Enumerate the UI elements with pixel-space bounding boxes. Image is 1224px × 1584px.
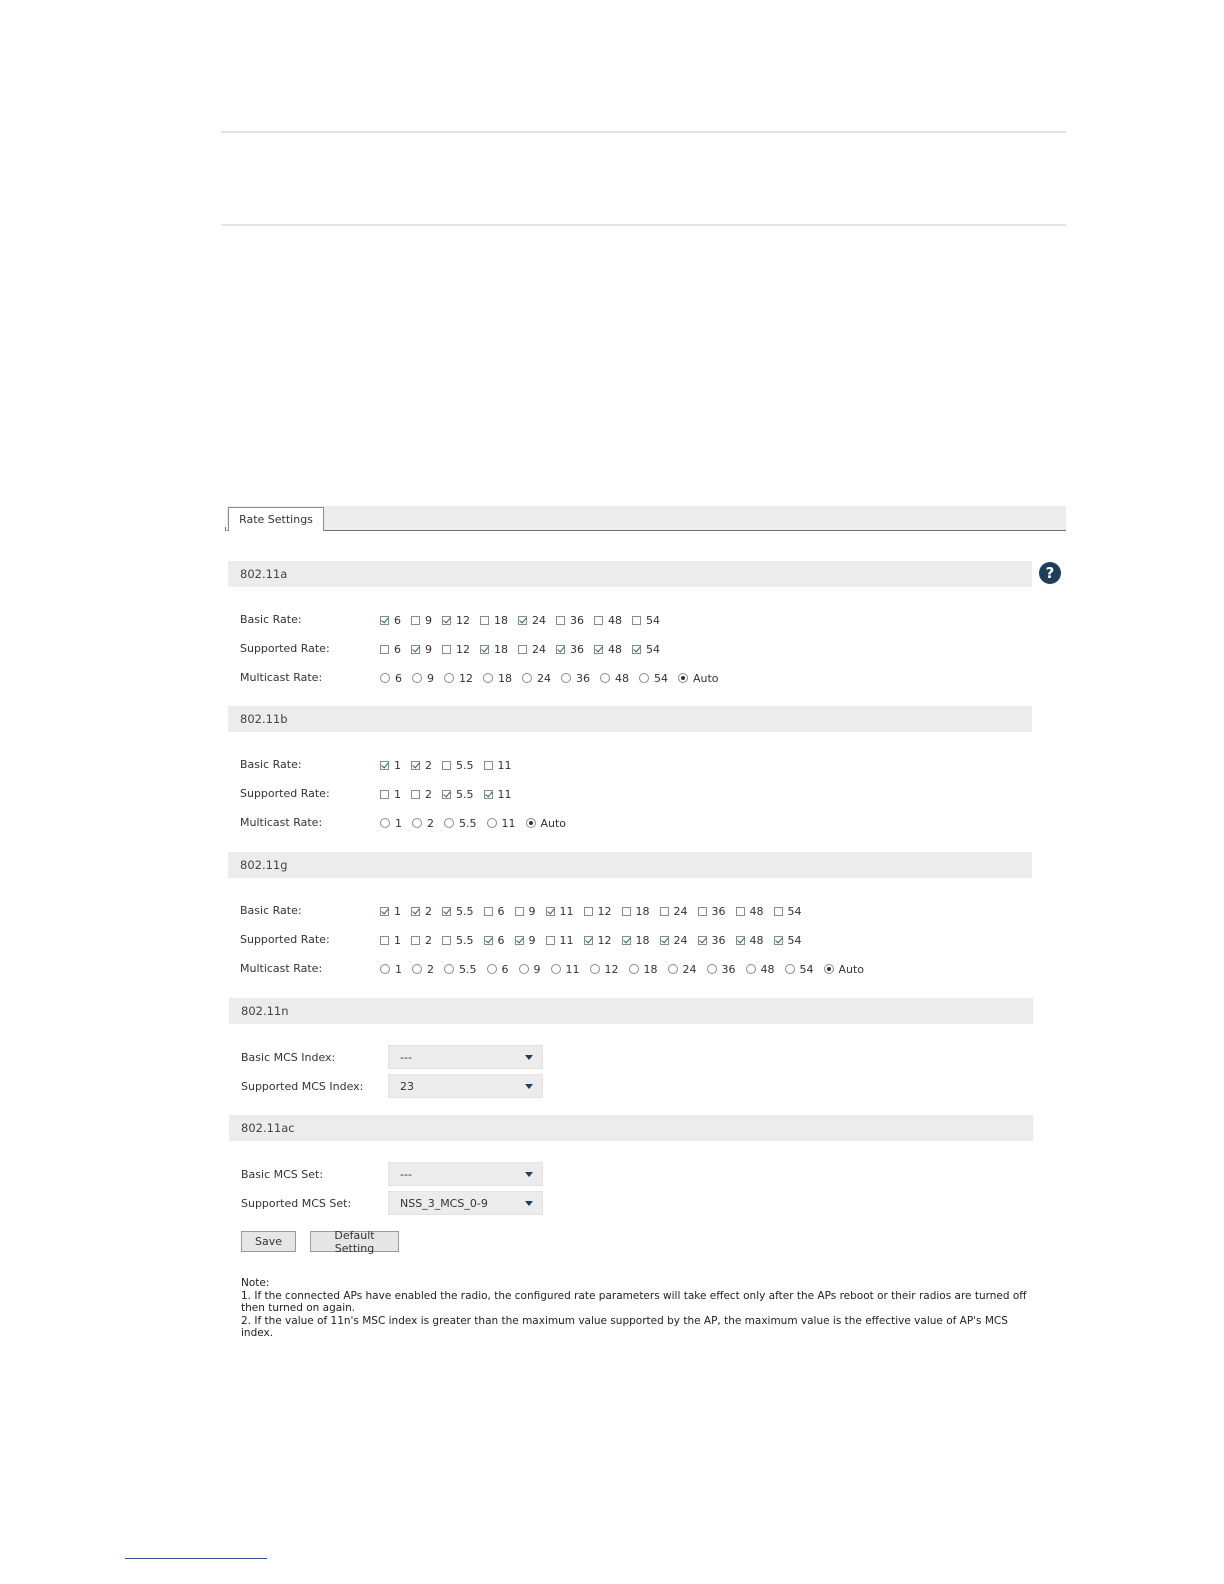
- note-line-2: 2. If the value of 11n's MSC index is greater than the maximum value supported by the AP, the maximum value is the effective value of AP's MCS index.: [241, 1314, 1012, 1339]
- top-divider: [221, 131, 1066, 133]
- footer-link-underline: [125, 1558, 267, 1559]
- checkbox[interactable]: [546, 936, 555, 945]
- checkbox-option-24[interactable]: [660, 934, 688, 947]
- dropdown-arrow-icon: [525, 1172, 533, 1177]
- option-label: 36: [721, 962, 736, 976]
- rate-options: [380, 815, 576, 831]
- checkbox-option-18[interactable]: [480, 643, 508, 656]
- section-header-80211g: [228, 852, 1032, 878]
- option-label: 1: [394, 904, 401, 918]
- option-label: 18: [494, 642, 508, 656]
- radio-option-18[interactable]: [483, 672, 512, 685]
- checkbox-option-24[interactable]: [518, 643, 546, 656]
- option-label: 1: [394, 758, 401, 772]
- option-label: 9: [425, 642, 432, 656]
- radio-button[interactable]: [600, 673, 610, 683]
- radio-button[interactable]: [522, 673, 532, 683]
- option-label: 12: [597, 933, 612, 947]
- checkbox-option-24[interactable]: [660, 905, 688, 918]
- radio-button[interactable]: [526, 818, 536, 828]
- checkbox-option-48[interactable]: [736, 905, 764, 918]
- supported-mcs-index-select[interactable]: [388, 1074, 543, 1098]
- checkbox-option-54[interactable]: [774, 934, 802, 947]
- help-icon[interactable]: ?: [1039, 562, 1061, 584]
- option-label: 9: [425, 613, 432, 627]
- note-line-1: 1. If the connected APs have enabled the radio, the configured rate parameters will take effect only after the APs reboot or their radios are turned off then turned on again.: [241, 1289, 1030, 1314]
- radio-option-auto[interactable]: [526, 817, 567, 830]
- option-label: 48: [608, 642, 622, 656]
- field-label: Multicast Rate:: [240, 816, 323, 829]
- field-label: Supported Rate:: [240, 787, 330, 800]
- dropdown-arrow-icon: [525, 1055, 533, 1060]
- checkbox[interactable]: [411, 645, 420, 654]
- checkbox-option-9[interactable]: [515, 934, 536, 947]
- radio-option-12[interactable]: [444, 672, 473, 685]
- radio-option-1[interactable]: [380, 817, 402, 830]
- checkbox[interactable]: [411, 761, 420, 770]
- checkbox[interactable]: [698, 936, 707, 945]
- radio-button[interactable]: [551, 964, 561, 974]
- option-label: 18: [643, 962, 658, 976]
- option-label: 5.5: [459, 962, 477, 976]
- save-button[interactable]: Save: [241, 1231, 296, 1252]
- radio-button[interactable]: [412, 673, 422, 683]
- checkbox[interactable]: [518, 645, 527, 654]
- radio-button[interactable]: [590, 964, 600, 974]
- checkbox[interactable]: [484, 761, 493, 770]
- radio-option-5-5[interactable]: [444, 817, 477, 830]
- checkbox[interactable]: [736, 907, 745, 916]
- radio-option-11[interactable]: [487, 817, 516, 830]
- option-label: 5.5: [456, 904, 474, 918]
- checkbox-option-2[interactable]: [411, 905, 432, 918]
- option-label: 18: [635, 933, 650, 947]
- option-label: 54: [787, 904, 802, 918]
- field-label: Basic Rate:: [240, 904, 302, 917]
- radio-button[interactable]: [824, 964, 834, 974]
- option-label: 11: [497, 758, 512, 772]
- section-header-80211n: [229, 998, 1033, 1024]
- checkbox-option-5-5[interactable]: [442, 934, 474, 947]
- checkbox[interactable]: [442, 616, 451, 625]
- checkbox[interactable]: [380, 907, 389, 916]
- default-setting-button[interactable]: Default Setting: [310, 1231, 399, 1252]
- section-title: 802.11a: [240, 567, 288, 581]
- option-label: 54: [787, 933, 802, 947]
- option-label: 1: [394, 787, 401, 801]
- radio-button[interactable]: [629, 964, 639, 974]
- checkbox[interactable]: [622, 907, 631, 916]
- option-label: 24: [673, 904, 688, 918]
- option-label: 9: [533, 962, 541, 976]
- radio-button[interactable]: [380, 818, 390, 828]
- rate-options: [380, 670, 729, 686]
- radio-option-24[interactable]: [522, 672, 551, 685]
- option-label: 48: [608, 613, 622, 627]
- checkbox[interactable]: [380, 616, 389, 625]
- checkbox-option-54[interactable]: [632, 643, 660, 656]
- field-label: Multicast Rate:: [240, 671, 323, 684]
- radio-option-54[interactable]: [639, 672, 668, 685]
- rate-options: [380, 932, 812, 948]
- radio-option-48[interactable]: [600, 672, 629, 685]
- radio-option-24[interactable]: [668, 963, 697, 976]
- checkbox[interactable]: [632, 645, 641, 654]
- radio-button[interactable]: [746, 964, 756, 974]
- option-label: 2: [427, 962, 434, 976]
- checkbox[interactable]: [594, 616, 603, 625]
- supported-mcs-set-select[interactable]: [388, 1191, 543, 1215]
- radio-button[interactable]: [444, 673, 454, 683]
- option-label: 18: [494, 613, 508, 627]
- option-label: 48: [760, 962, 775, 976]
- rate-options: [380, 757, 522, 773]
- section-header-80211ac: [229, 1115, 1033, 1141]
- checkbox-option-9[interactable]: [411, 643, 432, 656]
- select-value: ---: [400, 1167, 412, 1181]
- checkbox-option-6[interactable]: [380, 643, 401, 656]
- checkbox-option-48[interactable]: [594, 643, 622, 656]
- select-value: NSS_3_MCS_0-9: [400, 1196, 488, 1210]
- radio-option-36[interactable]: [561, 672, 590, 685]
- checkbox-option-2[interactable]: [411, 934, 432, 947]
- option-label: 5.5: [456, 758, 474, 772]
- radio-option-6[interactable]: [380, 672, 402, 685]
- checkbox-option-12[interactable]: [442, 614, 470, 627]
- checkbox-option-9[interactable]: [515, 905, 536, 918]
- field-label: Basic MCS Index:: [241, 1051, 336, 1064]
- checkbox[interactable]: [480, 645, 489, 654]
- checkbox-option-36[interactable]: [698, 934, 726, 947]
- rate-options: [380, 903, 812, 919]
- option-label: 12: [459, 671, 473, 685]
- option-label: Auto: [540, 816, 567, 830]
- checkbox[interactable]: [380, 790, 389, 799]
- option-label: 36: [576, 671, 590, 685]
- field-label: Supported Rate:: [240, 933, 330, 946]
- checkbox-option-18[interactable]: [622, 905, 650, 918]
- option-label: Auto: [838, 962, 865, 976]
- radio-option-9[interactable]: [412, 672, 434, 685]
- radio-button[interactable]: [444, 964, 454, 974]
- radio-option-36[interactable]: [707, 963, 736, 976]
- dropdown-arrow-icon: [525, 1201, 533, 1206]
- radio-option-5-5[interactable]: [444, 963, 477, 976]
- checkbox-option-2[interactable]: [411, 788, 432, 801]
- checkbox[interactable]: [556, 616, 565, 625]
- dropdown-arrow-icon: [525, 1084, 533, 1089]
- section-header-80211a: [228, 561, 1032, 587]
- section-title: 802.11g: [240, 858, 288, 872]
- radio-option-54[interactable]: [785, 963, 814, 976]
- field-label: Supported MCS Set:: [241, 1197, 352, 1210]
- checkbox-option-11[interactable]: [546, 905, 574, 918]
- section-title: 802.11b: [240, 712, 288, 726]
- note-block: [241, 1277, 1041, 1340]
- option-label: 36: [711, 933, 726, 947]
- radio-button[interactable]: [380, 964, 390, 974]
- option-label: 11: [559, 904, 574, 918]
- checkbox[interactable]: [442, 936, 451, 945]
- option-label: 11: [501, 816, 516, 830]
- radio-option-9[interactable]: [519, 963, 541, 976]
- option-label: 24: [532, 613, 546, 627]
- option-label: 6: [394, 613, 401, 627]
- checkbox-option-24[interactable]: [518, 614, 546, 627]
- checkbox[interactable]: [518, 616, 527, 625]
- option-label: 54: [646, 642, 660, 656]
- field-label: Supported MCS Index:: [241, 1080, 364, 1093]
- checkbox[interactable]: [736, 936, 745, 945]
- checkbox-option-36[interactable]: [556, 614, 584, 627]
- checkbox-option-2[interactable]: [411, 759, 432, 772]
- checkbox[interactable]: [411, 790, 420, 799]
- radio-button[interactable]: [639, 673, 649, 683]
- checkbox-option-36[interactable]: [698, 905, 726, 918]
- option-label: 36: [570, 613, 584, 627]
- radio-button[interactable]: [487, 818, 497, 828]
- option-label: 48: [615, 671, 629, 685]
- checkbox[interactable]: [380, 761, 389, 770]
- option-label: 54: [654, 671, 668, 685]
- checkbox-option-11[interactable]: [546, 934, 574, 947]
- option-label: 48: [749, 933, 764, 947]
- option-label: 6: [501, 962, 509, 976]
- checkbox[interactable]: [442, 761, 451, 770]
- option-label: 12: [456, 642, 470, 656]
- radio-option-12[interactable]: [590, 963, 619, 976]
- section-title: 802.11n: [241, 1004, 289, 1018]
- radio-button[interactable]: [412, 964, 422, 974]
- field-label: Basic MCS Set:: [241, 1168, 324, 1181]
- checkbox-option-1[interactable]: [380, 759, 401, 772]
- rate-options: [380, 612, 670, 628]
- option-label: 24: [682, 962, 697, 976]
- rate-options: [380, 641, 670, 657]
- radio-option-48[interactable]: [746, 963, 775, 976]
- checkbox-option-11[interactable]: [484, 788, 512, 801]
- note-title: Note:: [241, 1277, 270, 1289]
- section-header-80211b: [228, 706, 1032, 732]
- option-label: 2: [425, 758, 432, 772]
- radio-option-6[interactable]: [487, 963, 509, 976]
- option-label: 2: [425, 933, 432, 947]
- checkbox-option-1[interactable]: [380, 934, 401, 947]
- option-label: 2: [425, 904, 432, 918]
- checkbox[interactable]: [622, 936, 631, 945]
- option-label: 12: [456, 613, 470, 627]
- field-label: Basic Rate:: [240, 758, 302, 771]
- checkbox-option-12[interactable]: [584, 905, 612, 918]
- option-label: 2: [427, 816, 434, 830]
- checkbox-option-54[interactable]: [632, 614, 660, 627]
- checkbox-option-6[interactable]: [484, 905, 505, 918]
- radio-button[interactable]: [444, 818, 454, 828]
- checkbox[interactable]: [442, 907, 451, 916]
- radio-button[interactable]: [519, 964, 529, 974]
- checkbox[interactable]: [584, 907, 593, 916]
- option-label: 24: [673, 933, 688, 947]
- checkbox[interactable]: [584, 936, 593, 945]
- checkbox[interactable]: [515, 907, 524, 916]
- option-label: 2: [425, 787, 432, 801]
- option-label: 48: [749, 904, 764, 918]
- option-label: 36: [711, 904, 726, 918]
- radio-button[interactable]: [678, 673, 688, 683]
- checkbox-option-5-5[interactable]: [442, 759, 474, 772]
- checkbox[interactable]: [774, 936, 783, 945]
- checkbox[interactable]: [411, 936, 420, 945]
- radio-option-1[interactable]: [380, 963, 402, 976]
- checkbox[interactable]: [484, 790, 493, 799]
- checkbox[interactable]: [774, 907, 783, 916]
- option-label: 6: [395, 671, 402, 685]
- radio-button[interactable]: [561, 673, 571, 683]
- select-value: ---: [400, 1050, 412, 1064]
- second-divider: [221, 224, 1066, 226]
- checkbox[interactable]: [556, 645, 565, 654]
- field-label: Multicast Rate:: [240, 962, 323, 975]
- radio-option-2[interactable]: [412, 817, 434, 830]
- option-label: 11: [565, 962, 580, 976]
- radio-button[interactable]: [380, 673, 390, 683]
- radio-button[interactable]: [412, 818, 422, 828]
- checkbox-option-1[interactable]: [380, 788, 401, 801]
- checkbox[interactable]: [442, 790, 451, 799]
- field-label: Supported Rate:: [240, 642, 330, 655]
- checkbox[interactable]: [411, 907, 420, 916]
- option-label: 1: [394, 933, 401, 947]
- basic-mcs-index-select[interactable]: [388, 1045, 543, 1069]
- radio-option-2[interactable]: [412, 963, 434, 976]
- checkbox[interactable]: [380, 936, 389, 945]
- checkbox-option-6[interactable]: [484, 934, 505, 947]
- checkbox-option-12[interactable]: [442, 643, 470, 656]
- option-label: 11: [559, 933, 574, 947]
- radio-option-auto[interactable]: [824, 963, 865, 976]
- checkbox-option-12[interactable]: [584, 934, 612, 947]
- option-label: 24: [532, 642, 546, 656]
- checkbox[interactable]: [380, 645, 389, 654]
- option-label: 12: [604, 962, 619, 976]
- checkbox[interactable]: [515, 936, 524, 945]
- option-label: 11: [497, 787, 512, 801]
- basic-mcs-set-select[interactable]: [388, 1162, 543, 1186]
- option-label: 1: [395, 816, 402, 830]
- select-value: 23: [400, 1079, 414, 1093]
- checkbox[interactable]: [660, 907, 669, 916]
- checkbox[interactable]: [660, 936, 669, 945]
- option-label: 9: [528, 904, 536, 918]
- checkbox-option-6[interactable]: [380, 614, 401, 627]
- checkbox[interactable]: [442, 645, 451, 654]
- checkbox-option-48[interactable]: [736, 934, 764, 947]
- option-label: 18: [635, 904, 650, 918]
- checkbox-option-5-5[interactable]: [442, 905, 474, 918]
- checkbox[interactable]: [546, 907, 555, 916]
- radio-option-11[interactable]: [551, 963, 580, 976]
- option-label: 6: [497, 904, 505, 918]
- rate-options: [380, 961, 874, 977]
- option-label: 6: [497, 933, 505, 947]
- option-label: 5.5: [459, 816, 477, 830]
- radio-button[interactable]: [668, 964, 678, 974]
- option-label: 18: [498, 671, 512, 685]
- option-label: 6: [394, 642, 401, 656]
- option-label: 5.5: [456, 787, 474, 801]
- option-label: 24: [537, 671, 551, 685]
- option-label: 5.5: [456, 933, 474, 947]
- rate-options: [380, 786, 522, 802]
- radio-option-auto[interactable]: [678, 672, 719, 685]
- option-label: 54: [799, 962, 814, 976]
- option-label: Auto: [693, 671, 719, 685]
- checkbox-option-9[interactable]: [411, 614, 432, 627]
- option-label: 12: [597, 904, 612, 918]
- radio-option-18[interactable]: [629, 963, 658, 976]
- checkbox-option-48[interactable]: [594, 614, 622, 627]
- option-label: 1: [395, 962, 402, 976]
- section-title: 802.11ac: [241, 1121, 295, 1135]
- checkbox[interactable]: [411, 616, 420, 625]
- checkbox-option-5-5[interactable]: [442, 788, 474, 801]
- checkbox-option-36[interactable]: [556, 643, 584, 656]
- field-label: Basic Rate:: [240, 613, 302, 626]
- checkbox[interactable]: [594, 645, 603, 654]
- checkbox-option-54[interactable]: [774, 905, 802, 918]
- checkbox[interactable]: [484, 936, 493, 945]
- checkbox[interactable]: [632, 616, 641, 625]
- checkbox-option-18[interactable]: [480, 614, 508, 627]
- option-label: 54: [646, 613, 660, 627]
- radio-button[interactable]: [483, 673, 493, 683]
- option-label: 9: [427, 671, 434, 685]
- radio-button[interactable]: [707, 964, 717, 974]
- checkbox[interactable]: [698, 907, 707, 916]
- radio-button[interactable]: [487, 964, 497, 974]
- option-label: 9: [528, 933, 536, 947]
- checkbox[interactable]: [480, 616, 489, 625]
- checkbox[interactable]: [484, 907, 493, 916]
- option-label: 36: [570, 642, 584, 656]
- tab-bar: [227, 506, 1066, 531]
- checkbox-option-1[interactable]: [380, 905, 401, 918]
- checkbox-option-18[interactable]: [622, 934, 650, 947]
- radio-button[interactable]: [785, 964, 795, 974]
- checkbox-option-11[interactable]: [484, 759, 512, 772]
- tab-rate-settings[interactable]: Rate Settings: [228, 507, 324, 531]
